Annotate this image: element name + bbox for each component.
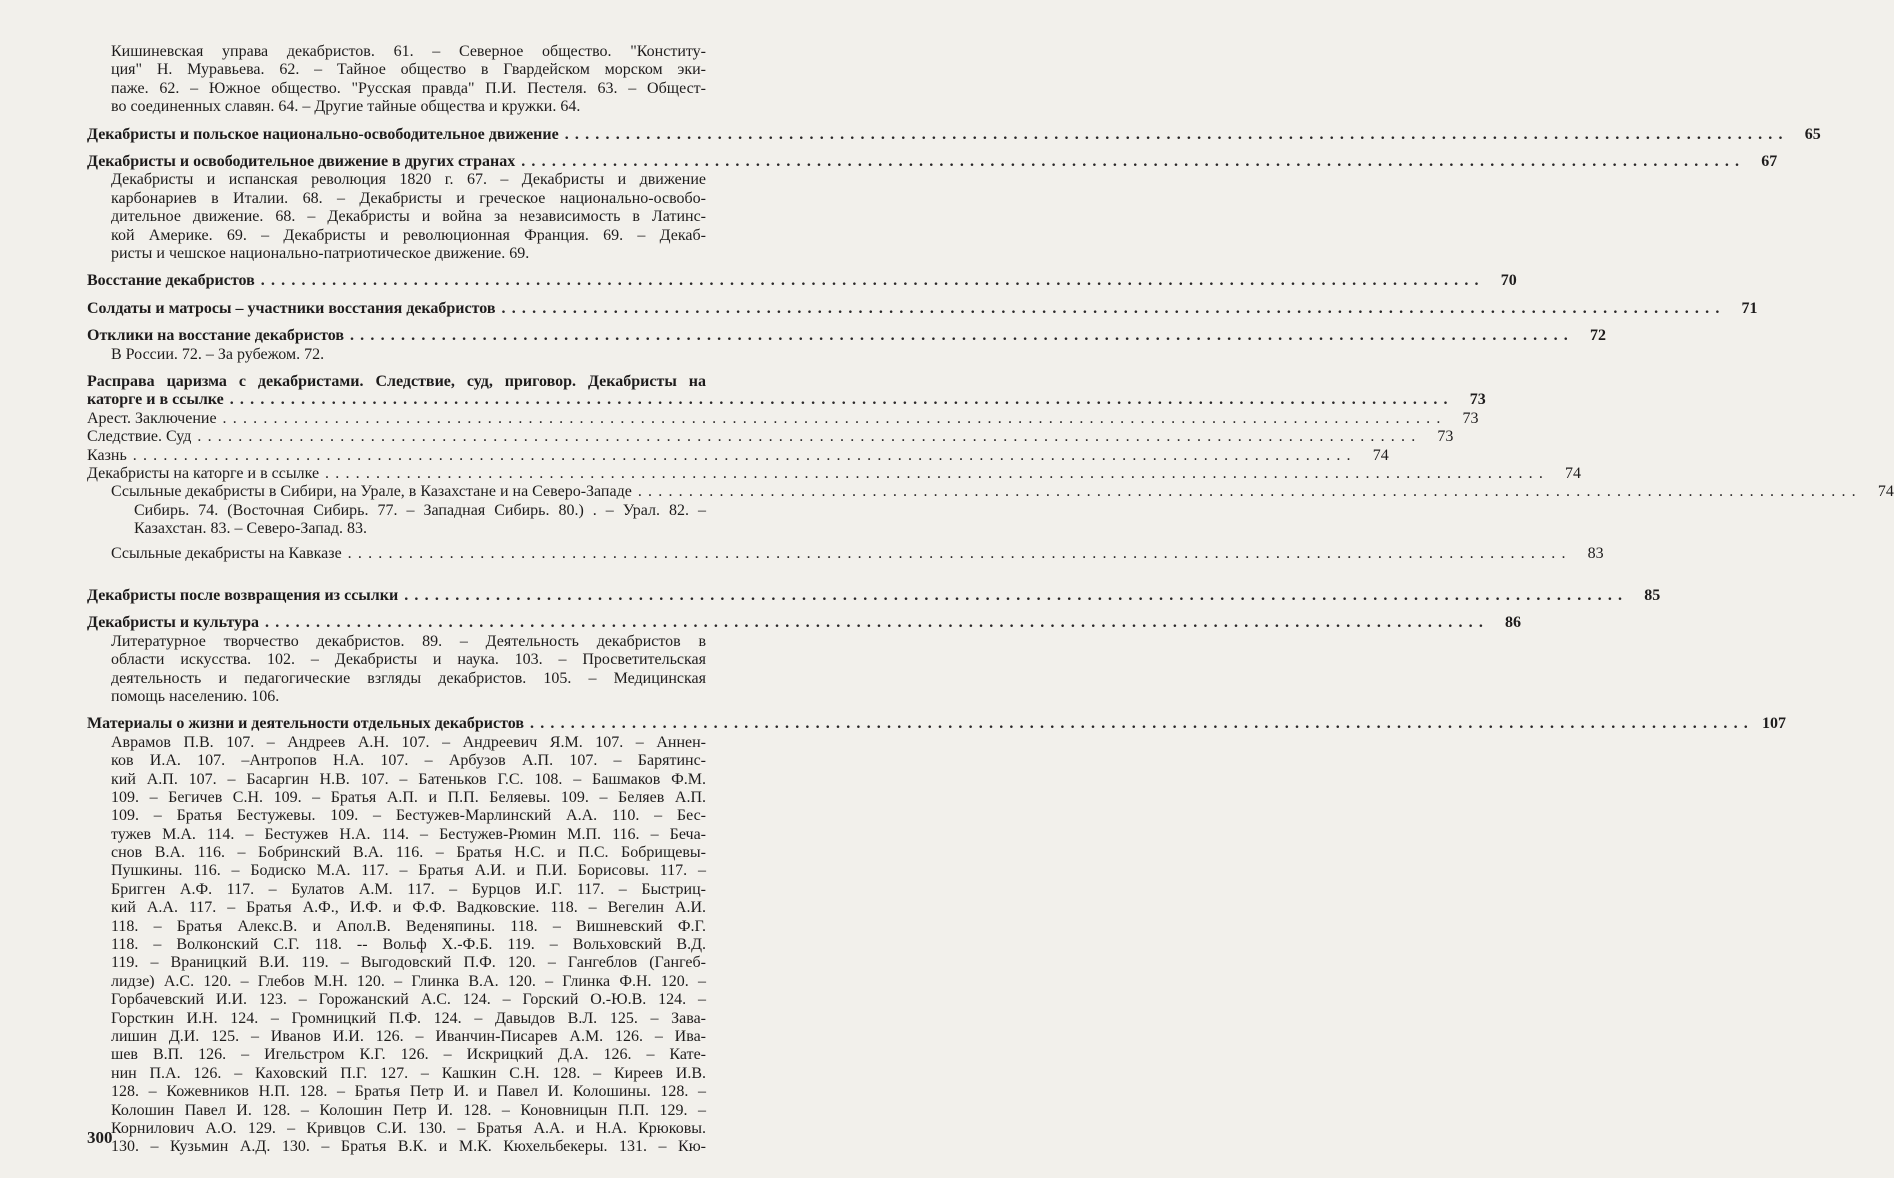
toc-page-number: 72 [1589, 327, 1606, 345]
body-line: тужев М.А. 114. – Бестужев Н.А. 114. – Бестужев-Рюмин М.П. 116. – Беча- [111, 825, 706, 843]
dot-leader: ........................................................................................................................ [501, 299, 1726, 317]
dot-leader: ........................................................................................................................ [404, 586, 1629, 604]
body-line: ков И.А. 107. –Антропов Н.А. 107. – Арбузов А.П. 107. – Барятинс- [111, 752, 706, 770]
dot-leader: ........................................................................................................................ [521, 152, 1746, 170]
toc-entry-section [87, 299, 1758, 318]
dot-leader: ........................................................................................................................ [637, 483, 1862, 501]
toc-entry-section [87, 715, 1786, 1156]
toc-entry-row [87, 391, 1486, 409]
dot-leader: ........................................................................................................................ [222, 409, 1447, 427]
toc-entry-title: Декабристы и польское национально-освободительное движение [87, 125, 559, 143]
body-line: кой Америке. 69. – Декабристы и революционная Франция. 69. – Декаб- [111, 226, 706, 244]
toc-entry-row [87, 446, 1389, 465]
body-line: Декабристы и испанская революция 1820 г. 67. – Декабристы и движение [111, 171, 706, 189]
body-line: ристы и чешское национально-патриотическое движение. 69. [111, 244, 530, 262]
toc-entry-row [87, 299, 1758, 318]
toc-entry-row [87, 327, 1606, 345]
toc-entry-section [87, 272, 1517, 290]
body-line: Литературное творчество декабристов. 89. – Деятельность декабристов в [111, 632, 706, 650]
body-line: лишин Д.И. 125. – Иванов И.И. 126. – Иванчин-Писарев А.М. 126. – Ива- [111, 1027, 706, 1045]
body-line: помощь населению. 106. [111, 687, 280, 705]
toc-entry-subsubsection [87, 544, 1604, 563]
toc-entry-section [87, 372, 1486, 410]
body-line: Казахстан. 83. – Северо-Запад. 83. [134, 520, 368, 538]
toc-entry-title: Казнь [87, 446, 127, 464]
toc-page-number: 74 [1565, 464, 1582, 482]
toc-entry-title: Солдаты и матросы – участники восстания декабристов [87, 299, 496, 317]
toc-page-number: 85 [1644, 586, 1661, 604]
dot-leader: ........................................................................................................................ [132, 446, 1357, 464]
dot-leader: ........................................................................................................................ [260, 272, 1485, 290]
toc-page-number: 107 [1762, 715, 1786, 733]
dot-leader: ........................................................................................................................ [564, 125, 1789, 143]
toc-entry-row [111, 544, 1604, 563]
dot-leader: ........................................................................................................................ [349, 327, 1574, 345]
body-line: Корнилович А.О. 129. – Кривцов С.И. 130. – Братья А.А. и Н.А. Крюковы. [111, 1119, 706, 1137]
toc-entry-title: Восстание декабристов [87, 272, 255, 290]
body-line: области искусства. 102. – Декабристы и наука. 103. – Просветительская [111, 651, 706, 669]
toc-entry-subsubsection [87, 483, 1894, 538]
dot-leader: ........................................................................................................................ [265, 614, 1490, 632]
toc-entry-title: Ссыльные декабристы в Сибири, на Урале, в Казахстане и на Северо-Западе [111, 483, 632, 501]
toc-entry-section [87, 614, 1522, 706]
body-line: 109. – Братья Бестужевы. 109. – Бестужев-Марлинский А.А. 110. – Бес- [111, 807, 706, 825]
body-line: 130. – Кузьмин А.Д. 130. – Братья В.К. и М.К. Кюхельбекеры. 131. – Кю- [111, 1138, 706, 1156]
toc-entry-section [87, 327, 1606, 364]
table-of-contents [87, 43, 1894, 1157]
toc-entry-section [87, 586, 1661, 605]
toc-entry-row [111, 483, 1894, 501]
body-line: нин П.А. 126. – Каховский П.Г. 127. – Кашкин С.Н. 128. – Киреев И.В. [111, 1064, 706, 1082]
toc-entry-row [87, 125, 1821, 144]
toc-page-number: 86 [1505, 614, 1522, 632]
body-line: ция" Н. Муравьева. 62. – Тайное общество в Гвардейском морском эки- [111, 61, 706, 79]
toc-entry-subsection [87, 464, 1582, 483]
body-line: Горсткин И.Н. 124. – Громницкий П.Ф. 124. – Давыдов В.Л. 125. – Зава- [111, 1009, 706, 1027]
toc-page-number: 73 [1469, 391, 1486, 409]
body-line: снов В.А. 116. – Бобринский В.А. 116. – Братья Н.С. и П.С. Бобрищевы- [111, 844, 706, 862]
body-line: карбонариев в Италии. 68. – Декабристы и греческое национально-освобо- [111, 189, 706, 207]
toc-entry-row [87, 586, 1661, 605]
body-line: В России. 72. – За рубежом. 72. [111, 345, 325, 363]
toc-page-number: 70 [1500, 272, 1517, 290]
toc-page-number: 74 [1372, 446, 1389, 464]
body-line: 118. – Братья Алекс.В. и Апол.В. Веденяпины. 118. – Вишневский Ф.Г. [111, 917, 706, 935]
toc-entry-title: каторге и в ссылке [87, 391, 224, 409]
body-line: Пушкины. 116. – Бодиско М.А. 117. – Братья А.И. и П.И. Борисовы. 117. – [111, 862, 706, 880]
body-line: кий А.А. 117. – Братья А.Ф., И.Ф. и Ф.Ф. Вадковские. 118. – Вегелин А.И. [111, 899, 706, 917]
toc-entry-row [87, 409, 1479, 428]
toc-list [87, 125, 1894, 1157]
body-line: Кишиневская управа декабристов. 61. – Северное общество. "Конститу- [111, 43, 706, 60]
body-line: 128. – Кожевников Н.П. 128. – Братья Петр И. и Павел И. Колошины. 128. – [111, 1083, 706, 1101]
toc-page-number: 74 [1877, 483, 1894, 501]
dot-leader: ........................................................................................................................ [347, 544, 1572, 562]
toc-entry-subsection [87, 446, 1389, 465]
dot-leader: ........................................................................................................................ [530, 715, 1754, 733]
toc-entry-title: Арест. Заключение [87, 409, 217, 427]
toc-entry-row [87, 272, 1517, 290]
body-line: 118. – Волконский С.Г. 118. -- Вольф Х.-Ф.Б. 119. – Вольховский В.Д. [111, 936, 706, 954]
toc-entry-title: Декабристы и культура [87, 614, 260, 632]
toc-entry-section [87, 125, 1821, 144]
toc-page-number: 73 [1437, 428, 1454, 446]
body-line: 109. – Бегичев С.Н. 109. – Братья А.П. и П.П. Беляевы. 109. – Беляев А.П. [111, 788, 706, 806]
toc-entry-row [87, 428, 1454, 446]
toc-entry-section [87, 152, 1778, 263]
dot-leader: ........................................................................................................................ [197, 428, 1422, 446]
toc-entry-title: Следствие. Суд [87, 428, 192, 446]
toc-entry-subsection [87, 409, 1479, 428]
body-line: кий А.П. 107. – Басаргин Н.В. 107. – Батеньков Г.С. 108. – Башмаков Ф.М. [111, 770, 706, 788]
intro-paragraph [87, 43, 706, 117]
toc-entry-row [87, 715, 1786, 733]
body-line: 119. – Враницкий В.И. 119. – Выгодовский П.Ф. 120. – Гангеблов (Гангеб- [111, 954, 706, 972]
toc-page-number: 71 [1741, 299, 1758, 317]
toc-entry-row [87, 614, 1522, 632]
body-line: шев В.П. 126. – Игельстром К.Г. 126. – Искрицкий Д.А. 126. – Кате- [111, 1046, 706, 1064]
toc-entry-title: Ссыльные декабристы на Кавказе [111, 544, 342, 562]
toc-entry-subsection [87, 428, 1454, 446]
toc-page-number: 67 [1761, 152, 1778, 170]
body-line: Горбачевский И.И. 123. – Горожанский А.С. 124. – Горский О.-Ю.В. 124. – [111, 991, 706, 1009]
body-line: во соединенных славян. 64. – Другие тайные общества и кружки. 64. [111, 98, 581, 116]
dot-leader: ........................................................................................................................ [229, 391, 1454, 409]
toc-entry-title: Декабристы на каторге и в ссылке [87, 464, 320, 482]
toc-entry-row [87, 152, 1778, 171]
body-line: лидзе) А.С. 120. – Глебов М.Н. 120. – Глинка В.А. 120. – Глинка Ф.Н. 120. – [111, 972, 706, 990]
toc-entry-title: Материалы о жизни и деятельности отдельных декабристов [87, 715, 524, 733]
toc-entry-row [87, 464, 1582, 483]
body-line: деятельность и педагогические взгляды декабристов. 105. – Медицинская [111, 669, 706, 687]
body-line: Бригген А.Ф. 117. – Булатов А.М. 117. – Бурцов И.Г. 117. – Быстриц- [111, 880, 706, 898]
toc-entry-title: Расправа царизма с декабристами. Следствие, суд, приговор. Декабристы на [87, 372, 706, 390]
body-line: дительное движение. 68. – Декабристы и война за независимость в Латинс- [111, 208, 706, 226]
body-line: Колошин Павел И. 128. – Колошин Петр И. 128. – Коновницын П.П. 129. – [111, 1101, 706, 1119]
dot-leader: ........................................................................................................................ [325, 464, 1550, 482]
toc-entry-title: Декабристы после возвращения из ссылки [87, 586, 399, 604]
toc-entry-title: Декабристы и освободительное движение в других странах [87, 152, 516, 170]
page-number: 300 [87, 1128, 113, 1147]
body-line: паже. 62. – Южное общество. "Русская правда" П.И. Пестеля. 63. – Общест- [111, 79, 706, 97]
toc-page-number: 65 [1804, 125, 1821, 143]
toc-page-number: 83 [1587, 544, 1604, 562]
body-line: Аврамов П.В. 107. – Андреев А.Н. 107. – Андреевич Я.М. 107. – Аннен- [111, 733, 706, 751]
toc-entry-title: Отклики на восстание декабристов [87, 327, 344, 345]
toc-page-number: 73 [1462, 409, 1479, 427]
body-line: Сибирь. 74. (Восточная Сибирь. 77. – Западная Сибирь. 80.) . – Урал. 82. – [134, 501, 706, 519]
